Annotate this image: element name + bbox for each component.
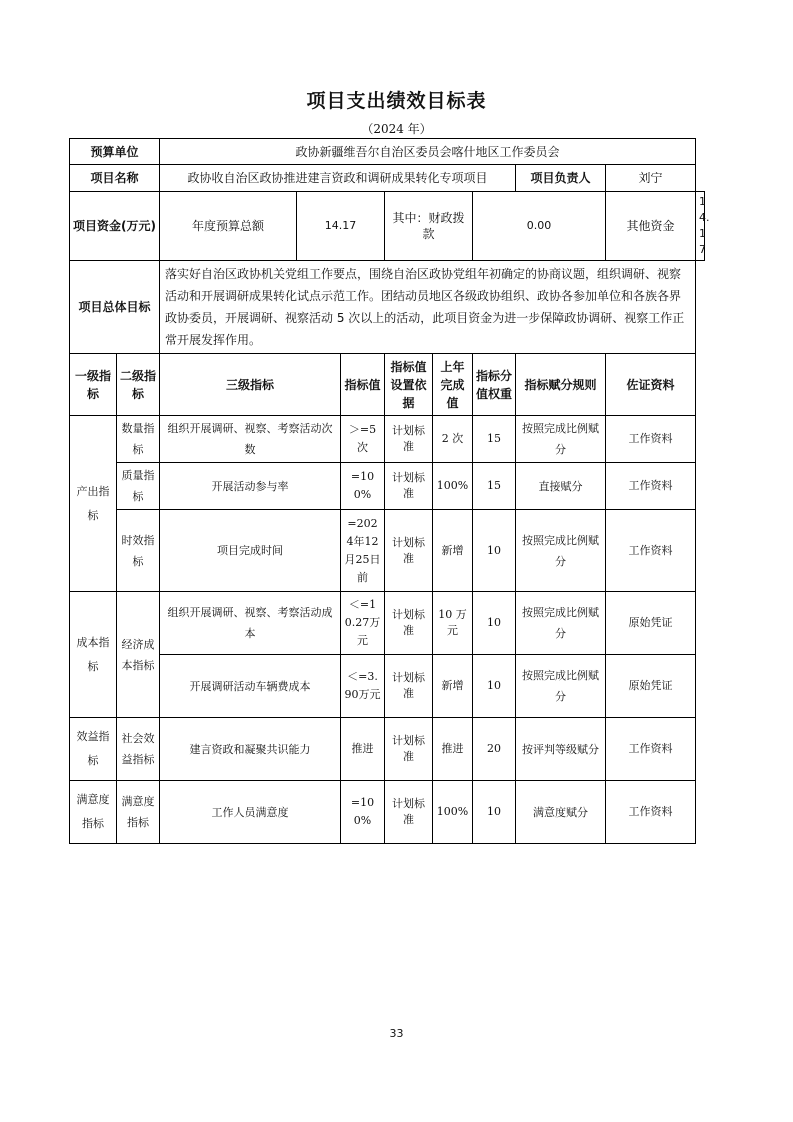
indicator-value: ＜=3.90万元 [341, 655, 385, 718]
goal-text: 落实好自治区政协机关党组工作要点，围绕自治区政协党组年初确定的协商议题，组织调研、视察活动和开展调研成果转化试点示范工作。团结动员地区各级政协组织、政协各参加单位和各族各界政协委员，开展调研、视察活动 5 次以上的活动，此项目资金为进一步保障政协调研、视察工作正常开展发挥作用。 [160, 261, 696, 354]
scoring-rule: 按照完成比例赋分 [516, 655, 606, 718]
level2-indicator: 质量指标 [117, 463, 160, 510]
level3-indicator: 项目完成时间 [160, 510, 341, 592]
level1-indicator: 产出指标 [70, 416, 117, 592]
evidence: 原始凭证 [606, 592, 696, 655]
table-row [70, 592, 705, 655]
evidence: 工作资料 [606, 463, 696, 510]
col-rule-header: 指标赋分规则 [516, 354, 606, 416]
responsible-label: 项目负责人 [516, 165, 606, 192]
evidence: 工作资料 [606, 718, 696, 781]
evidence: 工作资料 [606, 781, 696, 844]
level2-indicator: 数量指标 [117, 416, 160, 463]
project-name-value: 政协收自治区政协推进建言资政和调研成果转化专项项目 [160, 165, 516, 192]
table-row [70, 463, 705, 510]
last-year-value: 2 次 [433, 416, 473, 463]
fiscal-year: （2024 年） [361, 122, 432, 136]
value-basis: 计划标准 [385, 416, 433, 463]
responsible-value: 刘宁 [606, 165, 696, 192]
level1-indicator: 效益指标 [70, 718, 117, 781]
value-basis: 计划标准 [385, 781, 433, 844]
indicator-weight: 15 [473, 463, 516, 510]
scoring-rule: 满意度赋分 [516, 781, 606, 844]
performance-table [69, 138, 710, 844]
col-level3-header: 三级指标 [160, 354, 341, 416]
evidence: 工作资料 [606, 510, 696, 592]
column-header-row [70, 354, 705, 416]
scoring-rule: 按照完成比例赋分 [516, 416, 606, 463]
level2-indicator: 经济成本指标 [117, 592, 160, 718]
scoring-rule: 按照完成比例赋分 [516, 510, 606, 592]
indicator-value: 推进 [341, 718, 385, 781]
indicator-weight: 20 [473, 718, 516, 781]
indicator-weight: 10 [473, 510, 516, 592]
value-basis: 计划标准 [385, 655, 433, 718]
fiscal-value: 0.00 [473, 192, 606, 261]
value-basis: 计划标准 [385, 463, 433, 510]
page-title: 项目支出绩效目标表 [306, 90, 487, 112]
table-row [70, 655, 705, 718]
fiscal-label: 其中：财政拨款 [385, 192, 473, 261]
scoring-rule: 按照完成比例赋分 [516, 592, 606, 655]
value-basis: 计划标准 [385, 718, 433, 781]
scoring-rule: 直接赋分 [516, 463, 606, 510]
indicator-value: ＜=10.27万元 [341, 592, 385, 655]
evidence: 原始凭证 [606, 655, 696, 718]
level3-indicator: 开展调研活动车辆费成本 [160, 655, 341, 718]
col-evidence-header: 佐证资料 [606, 354, 696, 416]
table-row [70, 718, 705, 781]
indicator-value: =100% [341, 781, 385, 844]
last-year-value: 新增 [433, 655, 473, 718]
project-name-label: 项目名称 [70, 165, 160, 192]
level3-indicator: 开展活动参与率 [160, 463, 341, 510]
value-basis: 计划标准 [385, 510, 433, 592]
indicator-weight: 10 [473, 781, 516, 844]
table-row [70, 781, 705, 844]
last-year-value: 新增 [433, 510, 473, 592]
indicator-weight: 10 [473, 655, 516, 718]
indicator-value: =100% [341, 463, 385, 510]
evidence: 工作资料 [606, 416, 696, 463]
last-year-value: 100% [433, 463, 473, 510]
col-weight-header: 指标分值权重 [473, 354, 516, 416]
col-level2-header: 二级指标 [117, 354, 160, 416]
col-basis-header: 指标值设置依据 [385, 354, 433, 416]
other-label: 其他资金 [606, 192, 696, 261]
table-body [70, 139, 710, 844]
indicator-value: =2024年12月25日前 [341, 510, 385, 592]
indicator-weight: 10 [473, 592, 516, 655]
funds-label: 项目资金(万元) [70, 192, 160, 261]
level2-indicator: 社会效益指标 [117, 718, 160, 781]
budget-unit-value: 政协新疆维吾尔自治区委员会喀什地区工作委员会 [160, 139, 696, 165]
col-value-header: 指标值 [341, 354, 385, 416]
page-number: 33 [389, 1027, 404, 1040]
level3-indicator: 组织开展调研、视察、考察活动次数 [160, 416, 341, 463]
other-value: 14.17 [696, 192, 705, 261]
level1-indicator: 成本指标 [70, 592, 117, 718]
annual-budget-value: 14.17 [297, 192, 385, 261]
value-basis: 计划标准 [385, 592, 433, 655]
level2-indicator: 时效指标 [117, 510, 160, 592]
budget-unit-label: 预算单位 [70, 139, 160, 165]
level1-indicator: 满意度指标 [70, 781, 117, 844]
level2-indicator: 满意度指标 [117, 781, 160, 844]
scoring-rule: 按评判等级赋分 [516, 718, 606, 781]
indicator-value: ＞=5次 [341, 416, 385, 463]
col-last-year-header: 上年完成值 [433, 354, 473, 416]
last-year-value: 10 万元 [433, 592, 473, 655]
goal-label: 项目总体目标 [70, 261, 160, 354]
last-year-value: 推进 [433, 718, 473, 781]
level3-indicator: 建言资政和凝聚共识能力 [160, 718, 341, 781]
table-row [70, 416, 705, 463]
last-year-value: 100% [433, 781, 473, 844]
col-level1-header: 一级指标 [70, 354, 117, 416]
indicator-weight: 15 [473, 416, 516, 463]
annual-budget-label: 年度预算总额 [160, 192, 297, 261]
level3-indicator: 组织开展调研、视察、考察活动成本 [160, 592, 341, 655]
table-row [70, 510, 705, 592]
level3-indicator: 工作人员满意度 [160, 781, 341, 844]
